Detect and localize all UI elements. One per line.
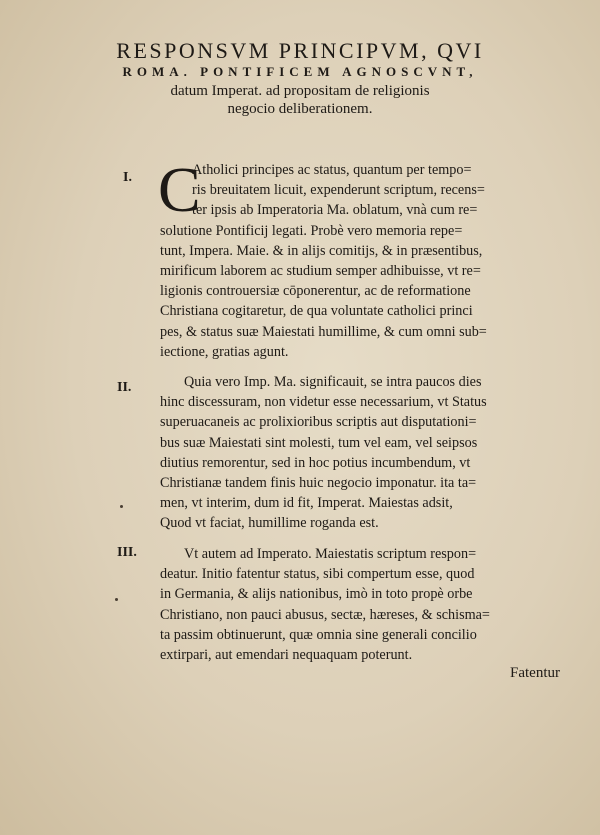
text-line: diutius remorentur, sed in hoc potius incumbendum, vt — [160, 454, 471, 471]
text-line: tunt, Impera. Maie. & in alijs comitijs, & in præsentibus, — [160, 242, 483, 259]
catchword: Fatentur — [510, 665, 560, 681]
text-line: superuacaneis ac prolixioribus scriptis aut disputationi= — [160, 414, 477, 431]
title-line-2: ROMA. PONTIFICEM AGNOSCVNT, — [122, 64, 478, 79]
text-line: Christiano, non pauci abusus, sectæ, hæreses, & schisma= — [160, 606, 490, 623]
section-marker-3: III. — [117, 545, 137, 560]
paragraph-2 — [160, 372, 570, 534]
section-marker-1: I. — [123, 170, 132, 185]
title-line-1: RESPONSVM PRINCIPVM, QVI — [116, 38, 484, 63]
text-line: ta passim obtinuerunt, quæ omnia sine generali concilio — [160, 626, 477, 643]
title-line-3: datum Imperat. ad propositam de religionis — [170, 83, 430, 99]
text-line: extirpari, aut emendari nequaquam poterunt. — [160, 647, 413, 664]
text-line: Christianæ tandem finis huic negocio imponatur. ita ta= — [160, 475, 477, 492]
text-line: Quia vero Imp. Ma. significauit, se intra paucos dies — [184, 374, 482, 390]
text-line: ris breuitatem licuit, expenderunt scriptum, recens= — [192, 182, 485, 199]
drop-cap: C — [158, 154, 201, 225]
text-line: deatur. Initio fatentur status, sibi compertum esse, quod — [160, 566, 475, 583]
section-marker-2: II. — [117, 380, 132, 395]
text-line: solutione Pontificij legati. Probè vero memoria repe= — [160, 222, 463, 239]
text-line: hinc discessuram, non videtur esse necessarium, vt Status — [160, 394, 487, 411]
text-line: iectione, gratias agunt. — [160, 343, 289, 360]
text-line: bus suæ Maiestati sint molesti, tum vel eam, vel seipsos — [160, 434, 478, 451]
paragraph-3 — [160, 544, 570, 665]
text-line: men, vt interim, dum id fit, Imperat. Maiestas adsit, — [160, 495, 453, 512]
text-line: pes, & status suæ Maiestati humillime, & cum omni sub= — [160, 323, 487, 340]
text-line: ligionis controuersiæ cōponerentur, ac de reformatione — [160, 283, 471, 300]
margin-speck — [115, 598, 118, 601]
text-line: Atholici principes ac status, quantum per tempo= — [192, 162, 472, 178]
margin-speck — [120, 505, 123, 508]
paragraph-1 — [158, 154, 570, 362]
text-line: ter ipsis ab Imperatoria Ma. oblatum, vnà cum re= — [192, 202, 478, 219]
text-line: Quod vt faciat, humillime roganda est. — [160, 515, 379, 532]
text-line: Christiana cogitaretur, de qua voluntate catholici princi — [160, 303, 473, 320]
text-line: mirificum laborem ac studium semper adhibuisse, vt re= — [160, 263, 481, 280]
text-line: in Germania, & alijs nationibus, imò in toto propè orbe — [160, 586, 473, 603]
text-line: Vt autem ad Imperato. Maiestatis scriptum respon= — [184, 546, 477, 562]
title-line-4: negocio deliberationem. — [227, 101, 373, 117]
